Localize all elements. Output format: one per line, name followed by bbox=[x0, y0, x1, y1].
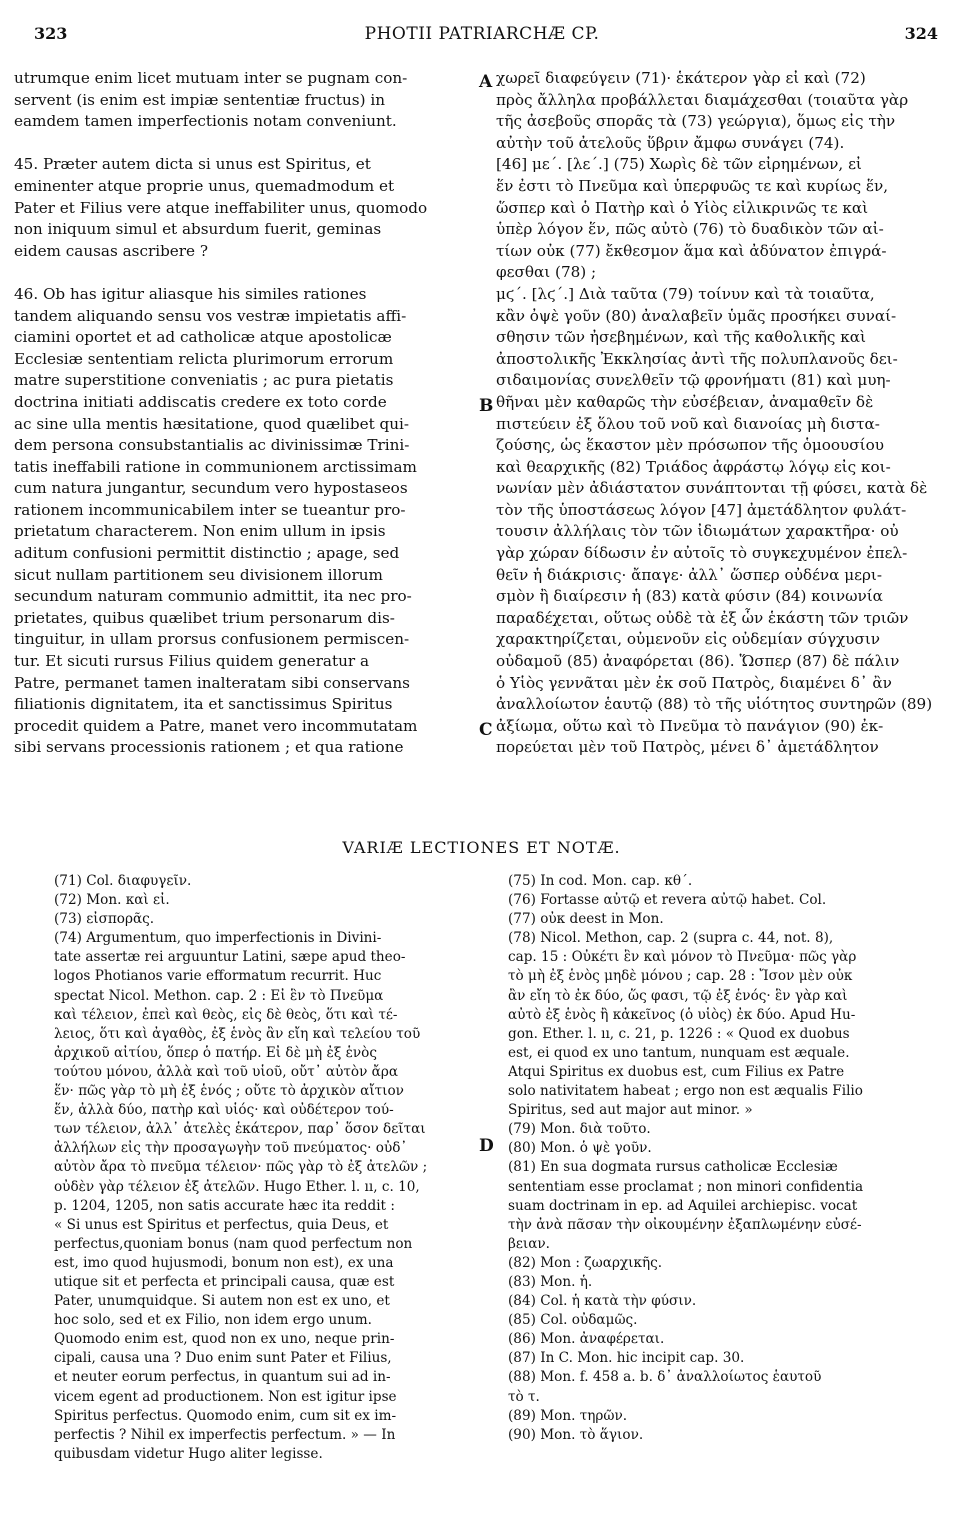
greek-line: παραδέχεται, οὕτως οὐδὲ τὰ ἐξ ὧν ἑκάστη τῶν τριῶν bbox=[496, 608, 909, 627]
note-line: (84) Col. ἡ κατὰ τὴν φύσιν. bbox=[508, 1293, 697, 1310]
note-line: (83) Mon. ἡ. bbox=[508, 1273, 593, 1290]
latin-line: sicut nullam partitionem seu divisionem illorum bbox=[14, 565, 383, 584]
note-line: (81) En sua dogmata rursus catholicæ Ecclesiæ bbox=[508, 1159, 838, 1176]
notes-title: VARIÆ LECTIONES ET NOTÆ. bbox=[342, 838, 621, 857]
note-line: (72) Mon. καὶ εἰ. bbox=[54, 892, 170, 909]
latin-line: ac sine ulla mentis hæsitatione, quod quælibet qui- bbox=[14, 414, 409, 433]
greek-line: πορεύεται μὲν τοῦ Πατρὸς, μένει δ᾽ ἀμετάδλητον bbox=[496, 738, 879, 757]
note-line: ἂν εἴη τὸ ἐκ δύο, ὥς φασι, τῷ ἐξ ἑνός· ἓν γὰρ καὶ bbox=[508, 987, 848, 1004]
note-line: (74) Argumentum, quo imperfectionis in Divini- bbox=[54, 930, 382, 947]
note-line: hoc solo, sed et ex Filio, non idem ergo unum. bbox=[54, 1312, 372, 1329]
note-line: (78) Nicol. Methon, cap. 2 (supra c. 44, not. 8), bbox=[508, 930, 834, 947]
note-line: logos Photianos varie efformatum recurrit. Huc bbox=[54, 968, 382, 985]
note-line: καὶ τέλειον, ἐπεὶ καὶ θεὸς, εἰς δὲ θεὸς, ὅτι καὶ τέ- bbox=[54, 1006, 398, 1023]
note-line: « Si unus est Spiritus et perfectus, quia Deus, et bbox=[54, 1216, 389, 1233]
note-line: (85) Col. οὐδαμῶς. bbox=[508, 1312, 638, 1329]
latin-line: prietatum characterem. Non enim ullum in ipsis bbox=[14, 522, 386, 541]
latin-line: non iniquum simul et absurdum fuerit, geminas bbox=[14, 220, 382, 239]
greek-line: καὶ θεαρχικῆς (82) Τριάδος ἀφράστῳ λόγῳ εἰς κοι- bbox=[496, 457, 891, 476]
greek-line: χαρακτηρίζεται, οὐμενοῦν εἰς οὐδεμίαν σύγχυσιν bbox=[496, 630, 881, 649]
note-line: cap. 15 : Οὐκέτι ἓν καὶ μόνον τὸ Πνεῦμα· πῶς γὰρ bbox=[508, 949, 857, 966]
greek-line: οὐδαμοῦ (85) ἀναφόρεται (86). Ὥσπερ (87) δὲ πάλιν bbox=[496, 652, 900, 671]
note-line: et neuter eorum perfectus, in quantum sui ad in- bbox=[54, 1369, 391, 1386]
note-line: (71) Col. διαφυγεῖν. bbox=[54, 873, 192, 889]
greek-line: θῆναι μὲν καθαρῶς τὴν εὐσέβειαν, ἀναμαθεῖν δὲ bbox=[496, 392, 874, 411]
note-line: λειος, ὅτι καὶ ἀγαθὸς, ἐξ ἑνὸς ἂν εἴη καὶ τελείου τοῦ bbox=[54, 1025, 421, 1042]
note-line: (86) Mon. ἀναφέρεται. bbox=[508, 1331, 665, 1348]
page-number-right: 324 bbox=[904, 24, 938, 43]
latin-line: sibi servans processionis rationem ; et qua ratione bbox=[14, 738, 404, 757]
note-line: (76) Fortasse αὐτῷ et revera αὐτῷ habet. Col. bbox=[508, 892, 827, 909]
note-line: (73) εἰσπορᾶς. bbox=[54, 911, 155, 928]
note-line: οὐδὲν γὰρ τέλειον ἐξ ἀτελῶν. Hugo Ether. l. ıı, c. 10, bbox=[54, 1178, 420, 1195]
latin-line: secundum naturam communio admittit, ita nec pro- bbox=[14, 587, 412, 606]
note-line: (88) Mon. f. 458 a. b. δ᾽ ἀναλλοίωτος ἑαυτοῦ bbox=[508, 1369, 822, 1386]
note-line: τὸ μὴ ἐξ ἑνὸς μηδὲ μόνου ; cap. 28 : Ἴσον μὲν οὐκ bbox=[508, 968, 853, 985]
latin-line bbox=[14, 133, 478, 155]
note-line: suam doctrinam in ep. ad Aquilei archiepisc. vocat bbox=[508, 1197, 858, 1214]
greek-line: τίων οὐκ (77) ἔκθεσμον ἅμα καὶ ἀδύνατον ἐπιγρά- bbox=[496, 241, 887, 260]
greek-column bbox=[496, 68, 948, 768]
latin-line: tandem aliquando sensu vos vestræ impietatis affi- bbox=[14, 306, 407, 325]
latin-line: aditum confusioni permittit distinctio ; apage, sed bbox=[14, 544, 400, 563]
latin-line: utrumque enim licet mutuam inter se pugnam con- bbox=[14, 69, 408, 87]
greek-line: θεῖν ἡ διάκρισις· ἄπαγε· ἀλλ᾽ ὥσπερ οὐδένα μερι- bbox=[496, 565, 883, 584]
note-line: solo nativitatem habeat ; ergo non est æqualis Filio bbox=[508, 1083, 863, 1100]
latin-line: tinguitur, in ullam prorsus confusionem permiscen- bbox=[14, 630, 410, 649]
note-line: perfectis ? Nihil ex imperfectis perfectum. » — In bbox=[54, 1426, 396, 1443]
note-line: sententiam esse proclamat ; non minori confidentia bbox=[508, 1178, 864, 1195]
section-marker-c: C bbox=[479, 720, 493, 740]
latin-line: servent (is enim est impiæ sententiæ fructus) in bbox=[14, 90, 385, 109]
note-line: των τέλειον, ἀλλ᾽ ἀτελὲς ἑκάτερον, παρ᾽ ὅσον δεῖται bbox=[54, 1121, 426, 1138]
latin-line bbox=[14, 262, 478, 284]
latin-line: 45. Præter autem dicta si unus est Spiritus, et bbox=[14, 155, 371, 174]
greek-line: ἀξίωμα, οὕτω καὶ τὸ Πνεῦμα τὸ πανάγιον (90) ἐκ- bbox=[496, 716, 884, 735]
note-line: Atqui Spiritus ex duobus est, cum Filius ex Patre bbox=[508, 1063, 845, 1080]
note-line: Quomodo enim est, quod non ex uno, neque prin- bbox=[54, 1331, 395, 1348]
note-line: est, ei quod ex uno tantum, nunquam est æquale. bbox=[508, 1044, 850, 1061]
greek-line: ζούσης, ὡς ἕκαστον μὲν πρόσωπον τῆς ὁμοουσίου bbox=[496, 436, 884, 455]
latin-line: tur. Et sicuti rursus Filius quidem generatur a bbox=[14, 652, 370, 671]
section-marker-a: A bbox=[479, 72, 493, 92]
note-line: Pater, unumquidque. Si autem non est ex uno, et bbox=[54, 1293, 390, 1310]
note-line: (90) Mon. τὸ ἅγιον. bbox=[508, 1426, 644, 1443]
latin-line: doctrina initiati addiscatis credere ex toto corde bbox=[14, 392, 387, 411]
note-line: (75) In cod. Mon. cap. κθ΄. bbox=[508, 873, 693, 889]
greek-line: τουσιν ἀλλήλαις τὸν τῶν ἰδιωμάτων χαρακτῆρα· οὐ bbox=[496, 522, 899, 541]
section-marker-d: D bbox=[479, 1136, 494, 1156]
greek-line: αὐτὴν τοῦ ἀτελοῦς ὕβριν ἄμφω συνάγει (74). bbox=[496, 133, 845, 152]
latin-line: procedit quidem a Patre, manet vero incommutatam bbox=[14, 716, 418, 735]
latin-line: eminenter atque proprie unus, quemadmodum et bbox=[14, 176, 395, 195]
note-line: αὐτὸν ἄρα τὸ πνεῦμα τέλειον· πῶς γὰρ τὸ ἐξ ἀτελῶν ; bbox=[54, 1159, 428, 1176]
note-line: vicem egent ad productionem. Non est igitur ipse bbox=[54, 1388, 397, 1405]
greek-line: μϛ΄. [λϛ΄.] Διὰ ταῦτα (79) τοίνυν καὶ τὰ τοιαῦτα, bbox=[496, 284, 875, 303]
latin-line: prietates, quibus quælibet trium personarum dis- bbox=[14, 608, 395, 627]
note-line: tate assertæ rei arguuntur Latini, sæpe apud theo- bbox=[54, 949, 406, 966]
note-line: (80) Mon. ὁ ψὲ γοῦν. bbox=[508, 1140, 652, 1157]
greek-line: σθησιν τῶν ἠσεβημένων, καὶ τῆς καθολικῆς καὶ bbox=[496, 328, 866, 347]
note-line: ἕν· πῶς γὰρ τὸ μὴ ἐξ ἑνός ; οὔτε τὸ ἀρχικὸν αἴτιον bbox=[54, 1083, 404, 1100]
note-line: Spiritus, sed aut major aut minor. » bbox=[508, 1102, 753, 1119]
notes-right-column bbox=[508, 872, 948, 1492]
greek-line: νωνίαν μὲν ἀδιάστατον συνάπτονται τῇ φύσει, κατὰ δὲ bbox=[496, 479, 928, 498]
note-line: (82) Mon : ζωαρχικῆς. bbox=[508, 1254, 663, 1271]
note-line: (79) Mon. διὰ τοῦτο. bbox=[508, 1121, 651, 1138]
note-line: αὐτὸ ἐξ ἑνὸς ἢ κἀκεῖνος (ὁ υἱὸς) ἐκ δύο. Apud Hu- bbox=[508, 1006, 856, 1023]
note-line: quibusdam videtur Hugo aliter legisse. bbox=[54, 1445, 323, 1462]
latin-line: eidem causas ascribere ? bbox=[14, 241, 208, 260]
greek-line: ὥσπερ καὶ ὁ Πατὴρ καὶ ὁ Υἱὸς εἰλικρινῶς τε καὶ bbox=[496, 198, 869, 217]
note-line: p. 1204, 1205, non satis accurate hæc ita reddit : bbox=[54, 1197, 395, 1214]
greek-line: τὸν τῆς ὑποστάσεως λόγον [47] ἀμετάδλητον φυλάτ- bbox=[496, 500, 907, 519]
note-line: (87) In C. Mon. hic incipit cap. 30. bbox=[508, 1350, 745, 1367]
greek-line: πιστεύειν ἐξ ὅλου τοῦ νοῦ καὶ διανοίας μὴ διστα- bbox=[496, 414, 880, 433]
latin-line: Pater et Filius vere atque ineffabiliter unus, quomodo bbox=[14, 198, 428, 217]
note-line: ἕν, ἀλλὰ δύο, πατὴρ καὶ υἱός· καὶ οὐδέτερον τού- bbox=[54, 1102, 394, 1119]
note-line: Spiritus perfectus. Quomodo enim, cum sit ex im- bbox=[54, 1407, 397, 1424]
greek-line: γὰρ χώραν δίδωσιν ἐν αὐτοῖς τὸ συγκεχυμένον ἐπελ- bbox=[496, 544, 908, 563]
latin-line: matre superstitione conveniatis ; ac pura pietatis bbox=[14, 371, 394, 390]
latin-line: tatis ineffabili ratione in communionem arctissimam bbox=[14, 457, 417, 476]
note-line: utique sit et perfecta et principali causa, quæ est bbox=[54, 1273, 395, 1290]
greek-line: ὁ Υἱὸς γεννᾶται μὲν ἐκ σοῦ Πατρὸς, διαμένει δ᾽ ἂν bbox=[496, 673, 892, 692]
note-line: ἀλλήλων εἰς τὴν προσαγωγὴν τοῦ πνεύματος· οὐδ᾽ bbox=[54, 1140, 408, 1157]
greek-line: φεσθαι (78) ; bbox=[496, 263, 597, 282]
greek-line: ἀναλλοίωτον ἑαυτῷ (88) τὸ τῆς υἱότητος συντηρῶν (89) bbox=[496, 695, 933, 714]
latin-column bbox=[14, 68, 478, 768]
latin-line: cum natura jungantur, secundum vero hypostaseos bbox=[14, 479, 408, 498]
note-line: βειαν. bbox=[508, 1235, 550, 1252]
note-line: (77) οὐκ deest in Mon. bbox=[508, 911, 664, 928]
greek-line: σιδαιμονίας συνελθεῖν τῷ φρονήματι (81) καὶ μυη- bbox=[496, 371, 891, 390]
greek-line: κἂν ὀψὲ γοῦν (80) ἀναλαβεῖν ὑμᾶς προσήκει συναί- bbox=[496, 306, 897, 325]
page-number-left: 323 bbox=[34, 24, 68, 43]
latin-line: rationem incommunicabilem inter se tueantur pro- bbox=[14, 500, 406, 519]
note-line: spectat Nicol. Methon. cap. 2 : Εἰ ἓν τὸ Πνεῦμα bbox=[54, 987, 384, 1004]
latin-line: ciamini oportet et ad catholicæ atque apostolicæ bbox=[14, 328, 392, 347]
greek-line: ἀποστολικῆς Ἐκκλησίας ἀντὶ τῆς πολυπλανοῦς δει- bbox=[496, 349, 898, 368]
note-line: ἀρχικοῦ αἰτίου, ὅπερ ὁ πατήρ. Εἰ δὲ μὴ ἐξ ἑνὸς bbox=[54, 1044, 377, 1061]
note-line: τὸ τ. bbox=[508, 1388, 540, 1405]
latin-line: Patre, permanet tamen inalteratam sibi conservans bbox=[14, 673, 410, 692]
greek-line: [46] με΄. [λε΄.] (75) Χωρὶς δὲ τῶν εἰρημένων, εἰ bbox=[496, 155, 862, 174]
greek-line: χωρεῖ διαφεύγειν (71)· ἑκάτερον γὰρ εἰ καὶ (72) bbox=[496, 69, 866, 87]
running-title: PHOTII PATRIARCHÆ CP. bbox=[364, 24, 600, 44]
note-line: (89) Mon. τηρῶν. bbox=[508, 1407, 628, 1424]
greek-line: σμὸν ἢ διαίρεσιν ἡ (83) κατὰ φύσιν (84) κοινωνία bbox=[496, 587, 883, 606]
latin-line: dem persona consubstantialis ac divinissimæ Trini- bbox=[14, 436, 410, 455]
latin-line: Ecclesiæ sententiam relicta plurimorum errorum bbox=[14, 349, 394, 368]
note-line: est, imo quod hujusmodi, bonum non est), ex una bbox=[54, 1254, 394, 1271]
note-line: gon. Ether. l. ıı, c. 21, p. 1226 : « Quod ex duobus bbox=[508, 1025, 850, 1042]
note-line: τούτου μόνου, ἀλλὰ καὶ τοῦ υἱοῦ, οὔτ᾽ αὐτὸν ἄρα bbox=[54, 1063, 399, 1080]
greek-line: ὑπὲρ λόγον ἕν, πῶς αὐτὸ (76) τὸ δυαδικὸν τῶν αἰ- bbox=[496, 220, 884, 239]
section-marker-b: B bbox=[479, 396, 494, 416]
latin-line: eamdem tamen imperfectionis notam conveniunt. bbox=[14, 112, 397, 131]
note-line: cipali, causa una ? Duo enim sunt Pater et Filius, bbox=[54, 1350, 392, 1367]
greek-line: ἕν ἐστι τὸ Πνεῦμα καὶ ὑπερφυῶς τε καὶ κυρίως ἕν, bbox=[496, 176, 889, 195]
note-line: perfectus,quoniam bonus (nam quod perfectum non bbox=[54, 1235, 413, 1252]
latin-line: 46. Ob has igitur aliasque his similes rationes bbox=[14, 284, 367, 303]
running-header bbox=[26, 14, 938, 50]
greek-line: πρὸς ἄλληλα προβάλλεται διαμάχεσθαι (τοιαῦτα γὰρ bbox=[496, 90, 909, 109]
notes-left-column bbox=[54, 872, 470, 1492]
note-line: τὴν ἀνὰ πᾶσαν τὴν οἰκουμένην ἐξαπλωμένην εὐσέ- bbox=[508, 1216, 862, 1233]
greek-line: τῆς ἀσεβοῦς σπορᾶς τὰ (73) γεώργια), ὅμως εἰς τὴν bbox=[496, 112, 896, 131]
latin-line: filiationis dignitatem, ita et sanctissimus Spiritus bbox=[14, 695, 393, 714]
